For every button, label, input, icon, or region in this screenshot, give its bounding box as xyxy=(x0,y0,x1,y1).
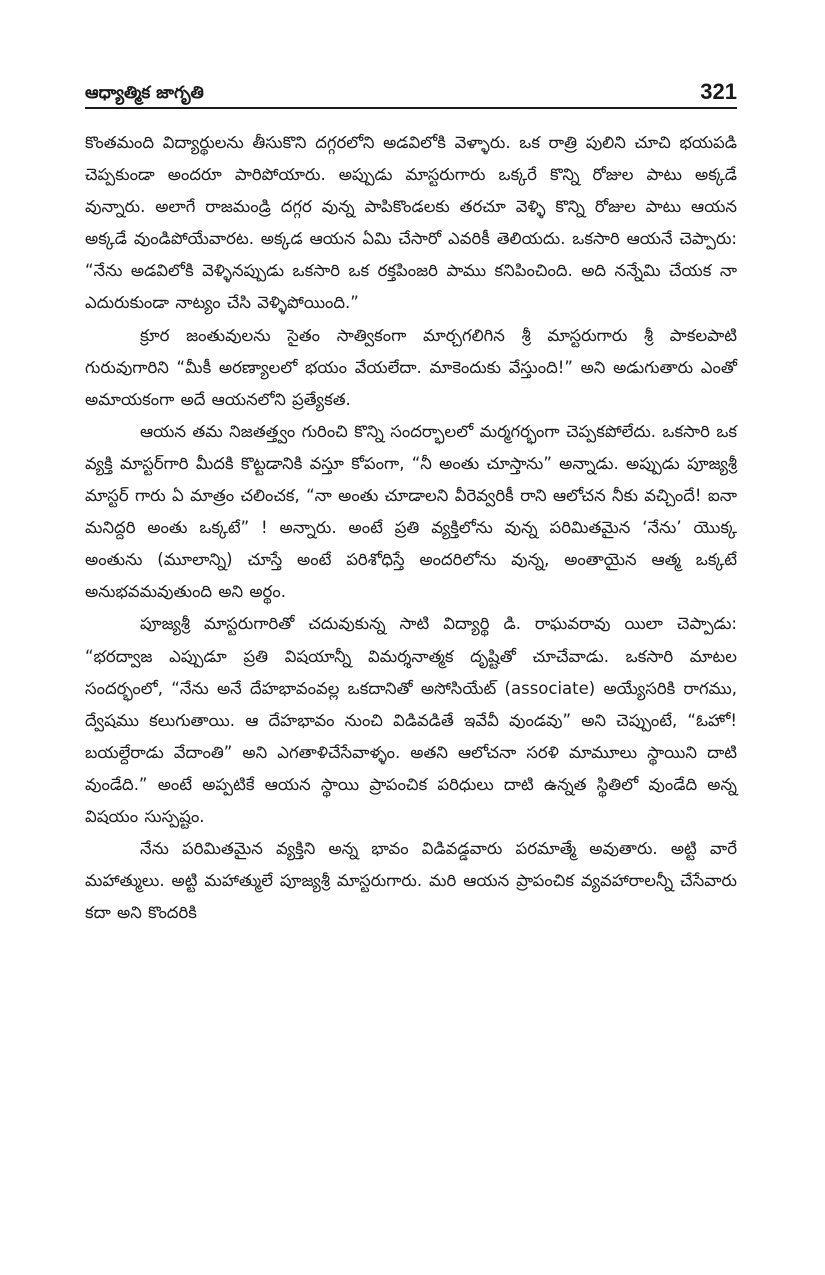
paragraph-5: నేను పరిమితమైన వ్యక్తిని అన్న భావం విడివడ్డవారు పరమాత్మే అవుతారు. అట్టి వారే మహాత్ములు. అట్టి మహాత్ములే పూజ్యశ్రీ మాస్టరుగారు. మరి ఆయన ప్రాపంచిక వ్యవహారాలన్నీ చేసేవారు కదా అని కొందరికి xyxy=(85,839,737,923)
paragraph-3: ఆయన తమ నిజతత్త్వం గురించి కొన్ని సందర్భాలలో మర్మగర్భంగా చెప్పకపోలేదు. ఒకసారి ఒక వ్యక్తి మాస్టర్‌గారి మీదకి కొట్టడానికి వస్తూ కోపంగా, “నీ అంతు చూస్తాను” అన్నాడు. అప్పుడు పూజ్యశ్రీ మాస్టర్ గారు ఏ మాత్రం చలించక, “నా అంతు చూడాలని వీరెవ్వరికీ రాని ఆలోచన నీకు వచ్చిందే! ఐనా మనిద్దరి అంతు ఒక్కటే” ! అన్నారు. అంటే ప్రతి వ్యక్తిలోను వున్న పరిమితమైన ‘నేను’ యొక్క అంతును (మూలాన్ని) చూస్తే అంటే పరిశోధిస్తే అందరిలోను వున్న, అంతాయైన ఆత్మ ఒక్కటే అనుభవమవుతుంది అని అర్థం. xyxy=(85,421,737,602)
running-header xyxy=(85,80,737,106)
body-text xyxy=(85,127,737,929)
paragraph-2: క్రూర జంతువులను సైతం సాత్వికంగా మార్చగలిగిన శ్రీ మాస్టరుగారు శ్రీ పాకలపాటి గురువుగారిని “మీకీ అరణ్యాలలో భయం వేయలేదా. మాకెందుకు వేస్తుంది!” అని అడుగుతారు ఎంతో అమాయకంగా అదే ఆయనలోని ప్రత్యేకత. xyxy=(85,325,737,409)
page-number: 321 xyxy=(700,79,737,104)
paragraph-1: కొంతమంది విద్యార్థులను తీసుకొని దగ్గరలోని అడవిలోకి వెళ్ళారు. ఒక రాత్రి పులిని చూచి భయపడి చెప్పకుండా అందరూ పారిపోయారు. అప్పుడు మాస్టరుగారు ఒక్కరే కొన్ని రోజుల పాటు అక్కడే వున్నారు. అలాగే రాజమండ్రి దగ్గర వున్న పాపికొండలకు తరచూ వెళ్ళి కొన్ని రోజుల పాటు ఆయన అక్కడే వుండిపోయేవారట. అక్కడ ఆయన ఏమి చేసారో ఎవరికీ తెలియదు. ఒకసారి ఆయనే చెప్పారు: “నేను అడవిలోకి వెళ్ళినప్పుడు ఒకసారి ఒక రక్తపింజరి పాము కనిపించింది. అది నన్నేమి చేయక నా ఎదురుకుండా నాట్యం చేసి వెళ్ళిపోయింది.” xyxy=(85,133,737,313)
header-rule xyxy=(85,107,737,109)
running-title: ఆధ్యాత్మిక జాగృతి xyxy=(85,83,204,103)
paragraph-4: పూజ్యశ్రీ మాస్టరుగారితో చదువుకున్న సాటి విద్యార్థి డి. రాఘవరావు యిలా చెప్పాడు: “భరద్వాజ ఎప్పుడూ ప్రతి విషయాన్నీ విమర్శనాత్మక దృష్టితో చూచేవాడు. ఒకసారి మాటల సందర్భంలో, “నేను అనే దేహభావంవల్ల ఒకదానితో అసోసియేట్ (associate) అయ్యేసరికి రాగము, ద్వేషము కలుగుతాయి. ఆ దేహభావం నుంచి విడివడితే ఇవేవీ వుండవు” అని చెప్పుంటే, “ఓహో! బయల్దేరాడు వేదాంతి” అని ఎగతాళిచేసేవాళ్ళం. అతని ఆలోచనా సరళి మామూలు స్థాయిని దాటి వుండేది.” అంటే అప్పటికే ఆయన స్థాయి ప్రాపంచిక పరిధులు దాటి ఉన్నత స్థితిలో వుండేది అన్న విషయం సుస్పష్టం. xyxy=(85,614,737,826)
book-page xyxy=(85,80,737,929)
